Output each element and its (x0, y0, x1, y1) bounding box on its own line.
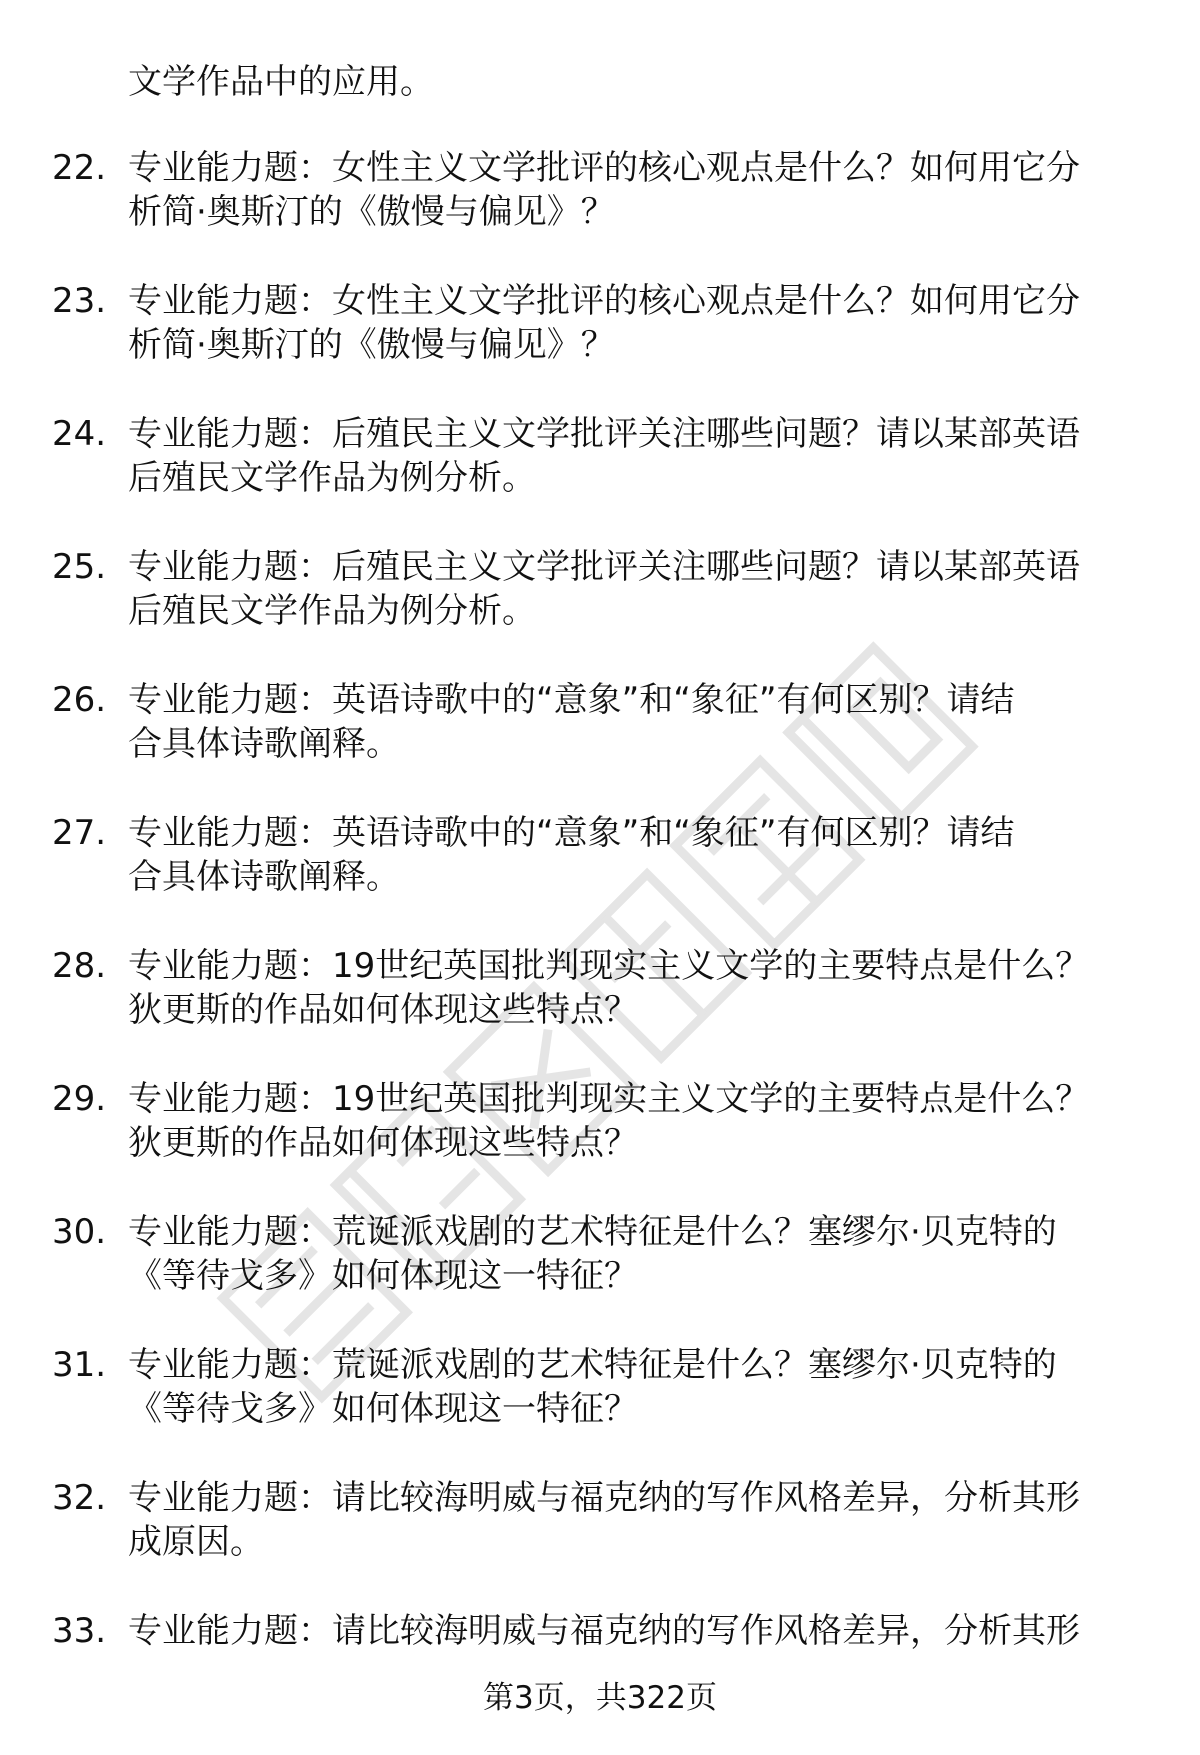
question-line: 析简·奥斯汀的《傲慢与偏见》？ (128, 325, 615, 365)
question-line: 合具体诗歌阐释。 (128, 724, 400, 764)
question-line: 《等待戈多》如何体现这一特征？ (128, 1389, 638, 1429)
question-number: 25. (52, 547, 107, 587)
list-item (0, 1071, 1200, 1204)
question-number: 31. (52, 1345, 107, 1385)
question-line: 合具体诗歌阐释。 (128, 857, 400, 897)
question-line: 后殖民文学作品为例分析。 (128, 458, 536, 498)
list-item (0, 938, 1200, 1071)
question-text (128, 146, 1138, 234)
question-line: 《等待戈多》如何体现这一特征？ (128, 1256, 638, 1296)
list-item (0, 406, 1200, 539)
question-line: 专业能力题：19世纪英国批判现实主义文学的主要特点是什么？ (128, 1079, 1090, 1119)
question-number: 33. (52, 1611, 107, 1651)
list-item (0, 805, 1200, 938)
question-line: 专业能力题：请比较海明威与福克纳的写作风格差异，分析其形 (128, 1478, 1080, 1518)
question-text (128, 1476, 1138, 1564)
question-number: 22. (52, 148, 107, 188)
question-text (128, 811, 1138, 899)
question-list (0, 140, 1200, 1736)
question-text (128, 678, 1138, 766)
list-item (0, 539, 1200, 672)
question-number: 27. (52, 813, 107, 853)
question-line: 专业能力题：后殖民主义文学批评关注哪些问题？请以某部英语 (128, 414, 1080, 454)
question-text (128, 1343, 1138, 1431)
list-item (0, 273, 1200, 406)
question-text (128, 1609, 1138, 1653)
list-item (0, 1204, 1200, 1337)
question-line: 专业能力题：荒诞派戏剧的艺术特征是什么？塞缪尔·贝克特的 (128, 1345, 1057, 1385)
question-text (128, 1077, 1138, 1165)
question-number: 28. (52, 946, 107, 986)
question-line: 专业能力题：后殖民主义文学批评关注哪些问题？请以某部英语 (128, 547, 1080, 587)
question-line: 专业能力题：请比较海明威与福克纳的写作风格差异，分析其形 (128, 1611, 1080, 1651)
question-line: 成原因。 (128, 1522, 264, 1562)
question-line: 后殖民文学作品为例分析。 (128, 591, 536, 631)
question-number: 24. (52, 414, 107, 454)
question-line: 专业能力题：荒诞派戏剧的艺术特征是什么？塞缪尔·贝克特的 (128, 1212, 1057, 1252)
list-item (0, 672, 1200, 805)
question-text (128, 944, 1138, 1032)
page-footer: 第3页，共322页 (483, 1680, 717, 1716)
question-text (128, 279, 1138, 367)
question-line: 专业能力题：女性主义文学批评的核心观点是什么？如何用它分 (128, 281, 1080, 321)
continuation-text: 文学作品中的应用。 (128, 62, 434, 102)
question-number: 29. (52, 1079, 107, 1119)
list-item (0, 140, 1200, 273)
question-text (128, 1210, 1138, 1298)
question-line: 专业能力题：英语诗歌中的“意象”和“象征”有何区别？请结 (128, 680, 1015, 720)
question-line: 狄更斯的作品如何体现这些特点？ (128, 1123, 638, 1163)
question-text (128, 545, 1138, 633)
question-line: 专业能力题：女性主义文学批评的核心观点是什么？如何用它分 (128, 148, 1080, 188)
question-line: 析简·奥斯汀的《傲慢与偏见》？ (128, 192, 615, 232)
list-item (0, 1470, 1200, 1603)
question-number: 30. (52, 1212, 107, 1252)
question-number: 32. (52, 1478, 107, 1518)
question-line: 狄更斯的作品如何体现这些特点？ (128, 990, 638, 1030)
question-text (128, 412, 1138, 500)
question-line: 专业能力题：19世纪英国批判现实主义文学的主要特点是什么？ (128, 946, 1090, 986)
question-line: 专业能力题：英语诗歌中的“意象”和“象征”有何区别？请结 (128, 813, 1015, 853)
question-number: 23. (52, 281, 107, 321)
question-number: 26. (52, 680, 107, 720)
list-item (0, 1337, 1200, 1470)
